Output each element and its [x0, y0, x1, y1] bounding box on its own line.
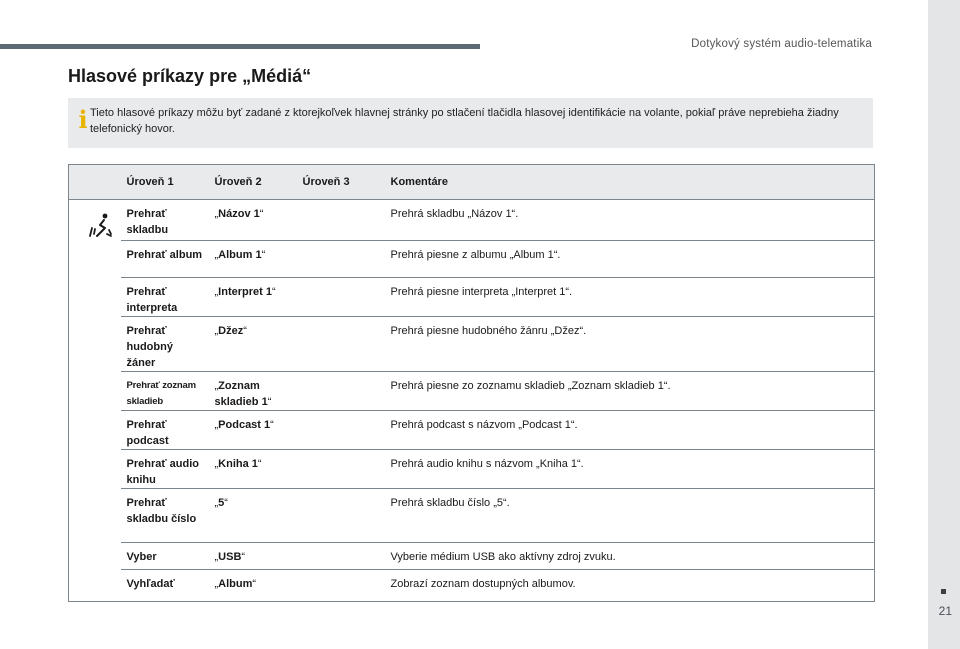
cell-level-2-value: Zoznam skladieb 1: [214, 380, 268, 408]
cell-level-2-value: Album 1: [218, 249, 262, 261]
cell-level-3: [297, 372, 385, 411]
info-text: Tieto hlasové príkazy môžu byť zadané z ktorejkoľvek hlavnej stránky po stlačení tlačidla hlasovej identifikácie na volante, pokiaľ práve neprebieha žiadny telefonický hovor.: [90, 107, 839, 135]
cell-comment: Prehrá piesne zo zoznamu skladieb „Zoznam skladieb 1“.: [385, 372, 875, 411]
cell-level-2: „Džez“: [209, 317, 297, 372]
cell-level-2: „Zoznam skladieb 1“: [209, 372, 297, 411]
table-row: [69, 241, 875, 278]
table-row: [69, 200, 875, 241]
cell-level-1: Vyhľadať: [121, 570, 209, 602]
cell-level-2: „Podcast 1“: [209, 411, 297, 450]
cell-level-2-value: Podcast 1: [218, 419, 271, 431]
table-header-row: [69, 165, 875, 200]
info-icon: i: [78, 105, 88, 134]
table-row: [69, 570, 875, 602]
cell-level-1: Vyber: [121, 543, 209, 570]
cell-level-2: „Názov 1“: [209, 200, 297, 241]
cell-level-1: Prehrať album: [121, 241, 209, 278]
cell-level-3: [297, 200, 385, 241]
cell-level-1: Prehrať interpreta: [121, 278, 209, 317]
cell-level-3: [297, 489, 385, 543]
section-header: Dotykový systém audio-telematika: [691, 38, 872, 50]
header-comment: Komentáre: [385, 165, 875, 200]
cell-level-2: „USB“: [209, 543, 297, 570]
header-level-2: Úroveň 2: [209, 165, 297, 200]
header-level-3: Úroveň 3: [297, 165, 385, 200]
cell-level-3: [297, 241, 385, 278]
cell-comment: Prehrá audio knihu s názvom „Kniha 1“.: [385, 450, 875, 489]
cell-comment: Zobrazí zoznam dostupných albumov.: [385, 570, 875, 602]
cell-level-2: „Interpret 1“: [209, 278, 297, 317]
cell-level-3: [297, 570, 385, 602]
cell-level-3: [297, 450, 385, 489]
table-row: [69, 372, 875, 411]
table-row: [69, 278, 875, 317]
cell-level-1: Prehrať zoznam skladieb: [121, 372, 209, 411]
cell-comment: Prehrá piesne z albumu „Album 1“.: [385, 241, 875, 278]
cell-level-3: [297, 543, 385, 570]
header-rule: [0, 44, 480, 49]
cell-level-1: Prehrať audio knihu: [121, 450, 209, 489]
page-title: Hlasové príkazy pre „Médiá“: [68, 66, 312, 86]
header-icon-cell: [69, 165, 121, 200]
voice-commands-table-wrap: [68, 164, 874, 602]
cell-level-2-value: Interpret 1: [218, 286, 272, 298]
cell-level-1: Prehrať skladbu: [121, 200, 209, 241]
page-number: 21: [938, 604, 952, 618]
cell-level-3: [297, 411, 385, 450]
cell-level-2-value: 5: [218, 497, 225, 509]
cell-level-1: Prehrať skladbu číslo: [121, 489, 209, 543]
voice-commands-table: [68, 164, 875, 602]
info-box: [68, 98, 873, 148]
voice-command-icon: [87, 212, 115, 240]
table-row: [69, 411, 875, 450]
cell-level-1: Prehrať podcast: [121, 411, 209, 450]
side-strip: [928, 0, 960, 649]
cell-comment: Prehrá skladbu číslo „5“.: [385, 489, 875, 543]
cell-level-2-value: Album: [218, 578, 253, 590]
cell-level-1: Prehrať hudobný žáner: [121, 317, 209, 372]
cell-comment: Prehrá skladbu „Názov 1“.: [385, 200, 875, 241]
cell-level-2: „Kniha 1“: [209, 450, 297, 489]
page-marker: [941, 589, 946, 594]
cell-comment: Prehrá piesne interpreta „Interpret 1“.: [385, 278, 875, 317]
cell-comment: Prehrá piesne hudobného žánru „Džez“.: [385, 317, 875, 372]
header-level-1: Úroveň 1: [121, 165, 209, 200]
table-row: [69, 489, 875, 543]
table-row: [69, 317, 875, 372]
table-row: [69, 450, 875, 489]
cell-level-2: „5“: [209, 489, 297, 543]
table-row: [69, 543, 875, 570]
cell-level-2-value: USB: [218, 551, 242, 563]
cell-level-2-value: Džez: [218, 325, 244, 337]
cell-level-3: [297, 278, 385, 317]
cell-level-3: [297, 317, 385, 372]
icon-cell: [69, 200, 121, 602]
cell-level-2-value: Kniha 1: [218, 458, 258, 470]
cell-level-2: „Album 1“: [209, 241, 297, 278]
cell-comment: Prehrá podcast s názvom „Podcast 1“.: [385, 411, 875, 450]
cell-level-2-value: Názov 1: [218, 208, 260, 220]
cell-level-2: „Album“: [209, 570, 297, 602]
cell-comment: Vyberie médium USB ako aktívny zdroj zvuku.: [385, 543, 875, 570]
